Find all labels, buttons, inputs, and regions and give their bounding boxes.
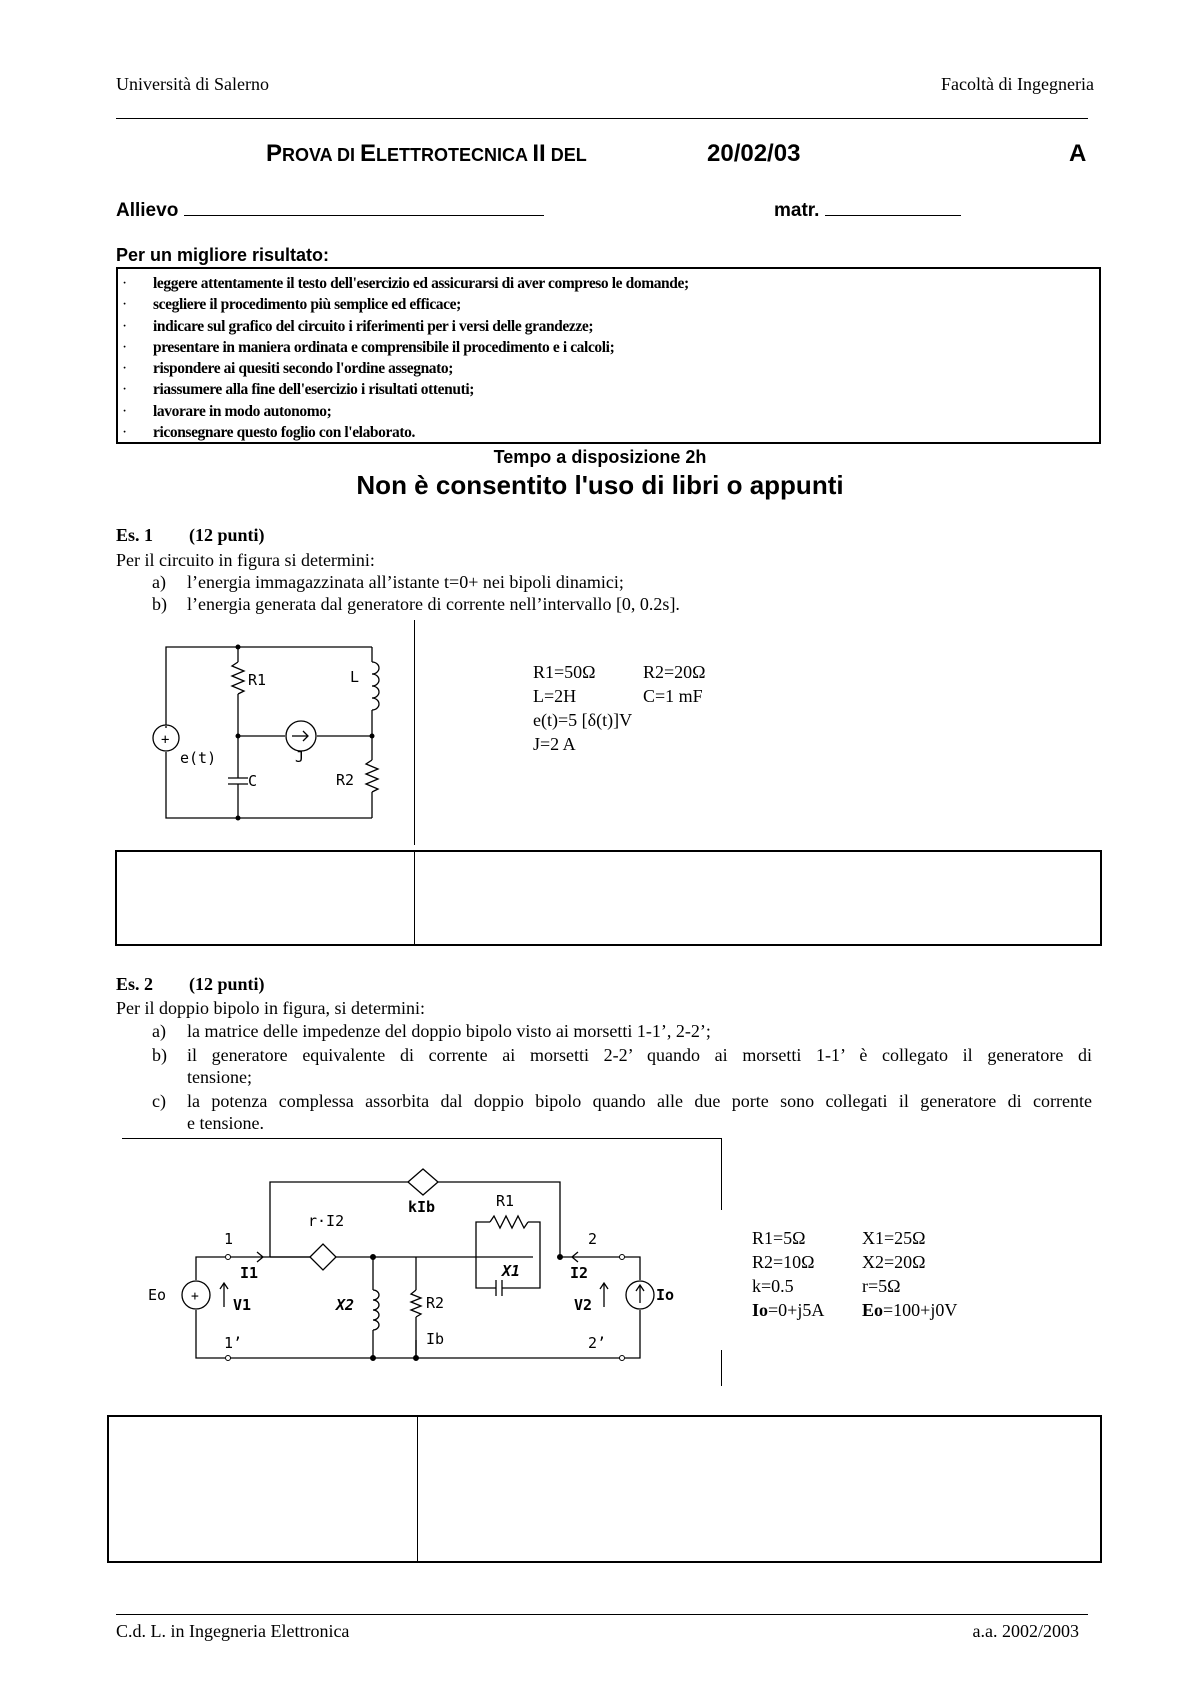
- ex2-dependent-current-source: [408, 1169, 438, 1195]
- title-p-rest: ROVA DI: [282, 145, 361, 165]
- ex2-label-eo: Eo: [148, 1286, 167, 1304]
- ex2-frame-top: [122, 1138, 722, 1139]
- student-matr-field[interactable]: [774, 197, 961, 222]
- instruction-text: leggere attentamente il testo dell'esercizio ed assicurarsi di aver compreso le domande;: [153, 275, 689, 292]
- ex2-param-x2: X2=20Ω: [862, 1252, 926, 1272]
- ex1-question-b-label: b): [152, 594, 167, 614]
- bullet-dot: ·: [122, 296, 127, 314]
- header-rule: [116, 118, 1088, 119]
- instruction-item: [118, 358, 1099, 379]
- instructions-list: [118, 269, 1099, 443]
- ex2-param-io-symbol: Io: [752, 1300, 769, 1320]
- instruction-text: rispondere ai quesiti secondo l'ordine assegnato;: [153, 360, 454, 378]
- instructions-heading: Per un migliore risultato:: [116, 245, 330, 265]
- ex2-question-a-text: la matrice delle impedenze del doppio bipolo visto ai morsetti 1-1’, 2-2’;: [187, 1021, 711, 1041]
- ex1-label-plus: +: [161, 732, 170, 748]
- title-p-cap: P: [266, 140, 283, 167]
- bullet-dot: ·: [122, 338, 127, 356]
- ex1-inductor: [372, 662, 379, 710]
- bullet-dot: ·: [122, 402, 127, 420]
- ex1-question-a-text: l’energia immagazzinata all’istante t=0+ nei bipoli dinamici;: [187, 572, 624, 592]
- ex1-intro: Per il circuito in figura si determini:: [116, 550, 375, 570]
- ex2-question-c-label: c): [152, 1091, 166, 1111]
- ex2-question-b-label: b): [152, 1045, 167, 1065]
- ex2-answer-divider: [417, 1417, 418, 1561]
- exam-date: 20/02/03: [707, 140, 801, 167]
- ex1-answer-divider: [414, 852, 415, 944]
- instruction-item: [118, 337, 1099, 358]
- ex1-param-l: L=2H: [533, 686, 577, 706]
- ex2-question-c: [152, 1090, 1092, 1134]
- ex2-wire-eo-bottom: [196, 1310, 225, 1358]
- bullet-dot: ·: [122, 381, 127, 399]
- exam-version: A: [1069, 140, 1087, 167]
- ex1-wire-left-top: [166, 647, 238, 725]
- ex2-answer-box[interactable]: [107, 1415, 1102, 1563]
- ex2-dependent-voltage-source: [310, 1244, 336, 1270]
- ex2-question-b-line2: tensione;: [187, 1067, 252, 1087]
- ex2-label-i2: I2: [570, 1264, 589, 1282]
- ex1-question-b-text: l’energia generata dal generatore di corrente nell’intervallo [0, 0.2s].: [187, 594, 680, 614]
- instruction-item: [118, 401, 1099, 422]
- ex1-label-l: L: [350, 668, 360, 686]
- ex2-x2-reactance: [373, 1290, 379, 1330]
- instruction-text: indicare sul grafico del circuito i riferimenti per i versi delle grandezze;: [153, 317, 594, 335]
- ex2-param-r1: R1=5Ω: [752, 1228, 806, 1248]
- ex2-param-eo-symbol: Eo: [862, 1300, 884, 1320]
- title-del: DEL: [545, 145, 587, 165]
- ex1-label-e: e(t): [180, 749, 217, 767]
- ex1-r2-resistor: [366, 760, 378, 792]
- instruction-item: [118, 316, 1099, 337]
- ex1-param-r1: R1=50Ω: [533, 662, 596, 682]
- ex2-label-terminal-2p: 2’: [588, 1334, 607, 1352]
- instruction-item: [118, 379, 1099, 400]
- ex1-parameters: [533, 660, 706, 756]
- ex2-circuit-diagram: [140, 1160, 720, 1380]
- student-name-field[interactable]: [116, 197, 544, 222]
- ex2-label-terminal-1p: 1’: [224, 1334, 243, 1352]
- course-name: C.d. L. in Ingegneria Elettronica: [116, 1621, 350, 1641]
- bullet-dot: ·: [122, 424, 127, 442]
- ex2-heading: [116, 974, 265, 995]
- ex2-label-terminal-1: 1: [224, 1230, 234, 1248]
- instruction-text: riconsegnare questo foglio con l'elaborato.: [153, 424, 415, 442]
- ex2-frame-right-bottom: [721, 1350, 722, 1386]
- ex1-param-j: J=2 A: [533, 734, 576, 754]
- ex2-label-v2: V2: [574, 1296, 593, 1314]
- ex1-heading: [116, 525, 265, 546]
- student-name-label: Allievo: [116, 200, 179, 221]
- student-name-line[interactable]: [184, 197, 544, 216]
- ex2-param-x1: X1=25Ω: [862, 1228, 926, 1248]
- ex1-question-a-label: a): [152, 572, 166, 592]
- ex2-question-c-line1: la potenza complessa assorbita dal doppio bipolo quando alle due porte sono collegati il generatore di corrente: [187, 1091, 1092, 1111]
- ex1-label-j: J: [295, 748, 305, 766]
- title-e-cap: E: [360, 140, 377, 167]
- bullet-dot: ·: [122, 317, 127, 335]
- ex1-label-r1: R1: [248, 671, 267, 689]
- title-roman: II: [532, 140, 546, 167]
- instructions-box: [116, 267, 1101, 444]
- student-matr-label: matr.: [774, 200, 820, 221]
- ex1-param-e: e(t)=5 [δ(t)]V: [533, 710, 633, 730]
- ex2-question-b: [152, 1044, 1092, 1088]
- instruction-item: [118, 294, 1099, 315]
- ex2-question-a: [152, 1020, 1092, 1042]
- student-matr-line[interactable]: [825, 197, 961, 216]
- ex2-label-plus: +: [191, 1289, 199, 1304]
- ex1-param-c: C=1 mF: [643, 686, 703, 706]
- time-available: Tempo a disposizione 2h: [493, 447, 707, 467]
- ex2-label-r2: R2: [426, 1294, 445, 1312]
- bullet-dot: ·: [122, 275, 127, 292]
- ex2-points: (12 punti): [189, 974, 265, 994]
- university-name: Università di Salerno: [116, 74, 269, 94]
- no-books-notice: Non è consentito l'uso di libri o appunti: [356, 470, 844, 500]
- ex2-param-r: r=5Ω: [862, 1276, 901, 1296]
- ex2-label-io: Io: [656, 1286, 675, 1304]
- ex2-question-c-line2: e tensione.: [187, 1113, 264, 1133]
- ex2-label-ib: Ib: [426, 1330, 445, 1348]
- ex2-param-k: k=0.5: [752, 1276, 794, 1296]
- ex2-label-x2: X2: [336, 1296, 355, 1314]
- bullet-dot: ·: [122, 360, 127, 378]
- footer-rule: [116, 1614, 1088, 1615]
- title-e-rest: LETTROTECNICA: [376, 145, 533, 165]
- ex1-circuit-diagram: [140, 630, 420, 830]
- ex2-param-r2: R2=10Ω: [752, 1252, 815, 1272]
- ex2-r1-resistor: [490, 1216, 528, 1228]
- ex2-label-r1: R1: [496, 1192, 515, 1210]
- ex1-answer-box[interactable]: [115, 850, 1102, 946]
- ex1-number: Es. 1: [116, 525, 154, 545]
- instruction-item: [118, 273, 1099, 294]
- ex2-question-a-label: a): [152, 1021, 166, 1041]
- ex2-parameters: [752, 1226, 957, 1322]
- instruction-item: [118, 422, 1099, 443]
- ex2-intro: Per il doppio bipolo in figura, si determini:: [116, 998, 425, 1018]
- ex2-wire-eo-top: [196, 1257, 225, 1280]
- ex1-param-r2: R2=20Ω: [643, 662, 706, 682]
- ex2-label-terminal-2: 2: [588, 1230, 598, 1248]
- ex2-number: Es. 2: [116, 974, 154, 994]
- ex1-divider: [414, 620, 415, 845]
- ex1-points: (12 punti): [189, 525, 265, 545]
- ex2-param-eo-value: =100+j0V: [883, 1300, 958, 1320]
- ex1-label-c: C: [248, 772, 258, 790]
- instruction-text: presentare in maniera ordinata e comprensibile il procedimento e i calcoli;: [153, 338, 615, 356]
- instruction-text: lavorare in modo autonomo;: [153, 402, 332, 420]
- ex2-label-kib: kIb: [408, 1198, 436, 1216]
- ex2-label-v1: V1: [233, 1296, 252, 1314]
- ex2-label-i1: I1: [240, 1264, 259, 1282]
- faculty-name: Facoltà di Ingegneria: [941, 74, 1094, 94]
- ex2-param-io-value: =0+j5A: [768, 1300, 825, 1320]
- ex2-r2-resistor: [411, 1290, 421, 1317]
- ex2-label-x1: X1: [502, 1262, 521, 1280]
- ex2-question-b-line1: il generatore equivalente di corrente ai morsetti 2-2’ quando ai morsetti 1-1’ è collegato il generatore di: [187, 1045, 1092, 1065]
- instruction-text: scegliere il procedimento più semplice ed efficace;: [153, 296, 461, 314]
- ex2-label-ri2: r·I2: [308, 1212, 345, 1230]
- ex1-label-r2: R2: [336, 771, 355, 789]
- ex2-frame-right-top: [721, 1138, 722, 1210]
- ex1-r1-resistor: [232, 662, 244, 694]
- academic-year: a.a. 2002/2003: [972, 1621, 1079, 1641]
- instruction-text: riassumere alla fine dell'esercizio i risultati ottenuti;: [153, 381, 475, 399]
